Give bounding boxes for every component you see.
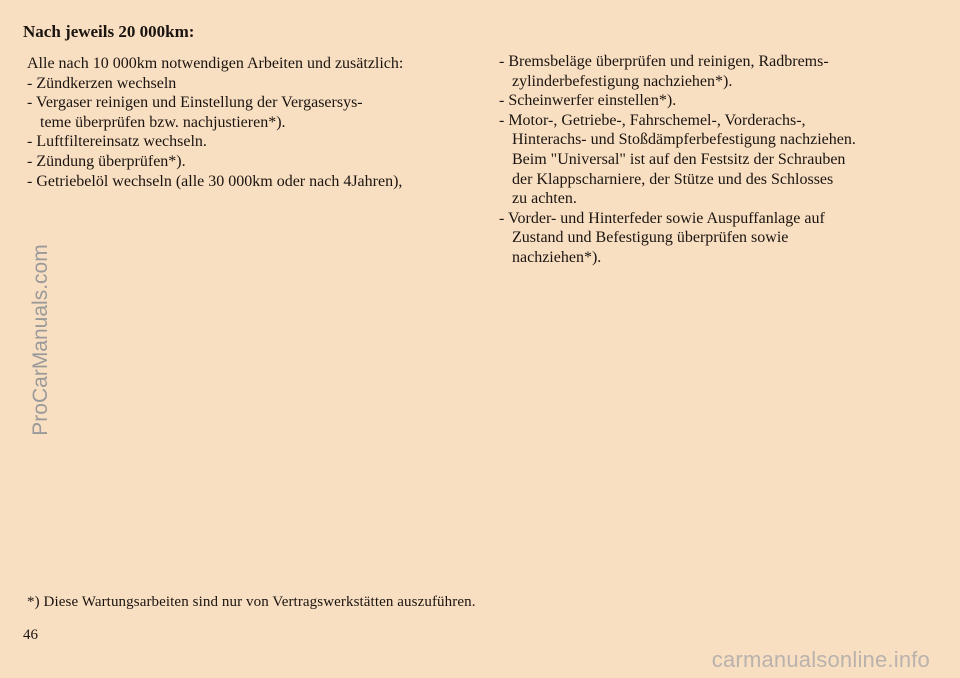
list-item-spark-plugs: - Zündkerzen wechseln (27, 74, 177, 92)
list-item-line: zylinderbefestigung nachziehen*). (512, 72, 733, 90)
list-item-air-filter: - Luftfiltereinsatz wechseln. (27, 133, 207, 151)
list-item-carburetor (27, 93, 487, 132)
list-item-springs-exhaust (499, 209, 949, 268)
list-item-headlights: - Scheinwerfer einstellen*). (499, 92, 677, 110)
list-item-line: - Vorder- und Hinterfeder sowie Auspuffanlage auf (499, 209, 825, 227)
list-item-fastenings (499, 111, 949, 209)
left-column (27, 54, 487, 191)
list-item-brakes (499, 52, 949, 91)
page-number: 46 (23, 627, 38, 643)
list-item-line: der Klappscharniere, der Stütze und des Schlosses (512, 170, 834, 188)
list-item-line: - Vergaser reinigen und Einstellung der Vergasersys- (27, 94, 363, 112)
list-item-line: Hinterachs- und Stoßdämpferbefestigung nachziehen. (512, 131, 856, 149)
footnote: *) Diese Wartungsarbeiten sind nur von Vertragswerkstätten auszuführen. (27, 594, 476, 610)
list-item-line: - Motor-, Getriebe-, Fahrschemel-, Vorderachs-, (499, 111, 806, 129)
list-item-line: teme überprüfen bzw. nachjustieren*). (40, 113, 286, 131)
list-item-line: - Bremsbeläge überprüfen und reinigen, Radbrems- (499, 53, 829, 70)
list-item-line: Zustand und Befestigung überprüfen sowie (512, 229, 789, 247)
section-heading: Nach jeweils 20 000km: (23, 22, 195, 41)
intro-text: Alle nach 10 000km notwendigen Arbeiten und zusätzlich: (27, 55, 404, 72)
list-item-ignition: - Zündung überprüfen*). (27, 152, 186, 170)
list-item-line: zu achten. (512, 190, 577, 208)
watermark-side: ProCarManuals.com (29, 244, 52, 436)
right-column (499, 52, 949, 268)
list-item-line: nachziehen*). (512, 248, 602, 266)
list-item-line: Beim "Universal" ist auf den Festsitz der Schrauben (512, 150, 846, 168)
list-item-gear-oil: - Getriebelöl wechseln (alle 30 000km oder nach 4Jahren), (27, 172, 403, 190)
watermark-bottom: carmanualsonline.info (711, 647, 930, 672)
